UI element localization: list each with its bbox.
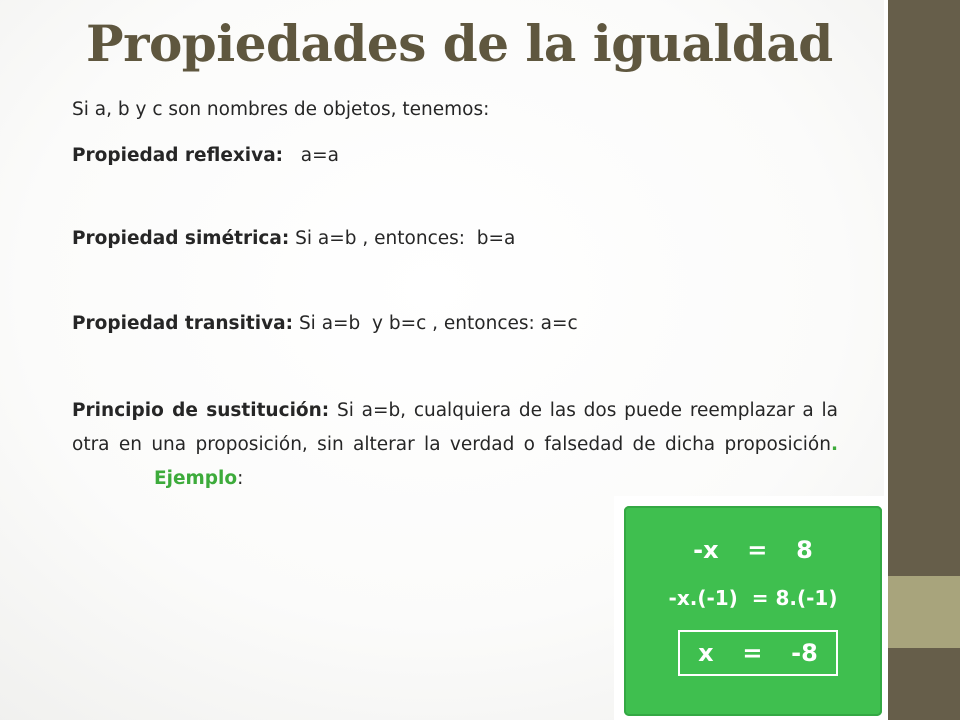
transitive-text: Si a=b y b=c , entonces: a=c [298,313,578,334]
symmetric-label: Propiedad simétrica: [72,228,290,249]
reflexive-label: Propiedad reflexiva: [72,145,284,166]
intro-text: Si a, b y c son nombres de objetos, tenemos: [72,99,490,120]
substitution-principle [72,394,838,496]
example-label: Ejemplo [154,468,238,489]
symmetric-property [72,227,515,251]
example-result-frame [678,630,838,676]
example-equation-1: -x = 8 [693,536,813,564]
example-box [624,506,882,716]
example-colon: : [237,468,244,489]
substitution-period: . [830,434,838,455]
example-result: x = -8 [698,639,818,667]
reflexive-property [72,144,339,168]
slide-title: Propiedades de la igualdad [86,14,833,73]
example-equation-2: -x.(-1) = 8.(-1) [668,586,838,610]
transitive-label: Propiedad transitiva: [72,313,294,334]
example-card [614,496,888,720]
substitution-label: Principio de sustitución: [72,400,330,421]
reflexive-text: a=a [300,145,339,166]
substitution-text: Si a=b, cualquiera de las dos puede reemplazar a la otra en una proposición, sin alterar la verdad o falsedad de dicha proposición [72,400,838,455]
symmetric-text: Si a=b , entonces: b=a [295,228,516,249]
decorative-sidebar-accent [888,576,960,648]
transitive-property [72,312,578,336]
